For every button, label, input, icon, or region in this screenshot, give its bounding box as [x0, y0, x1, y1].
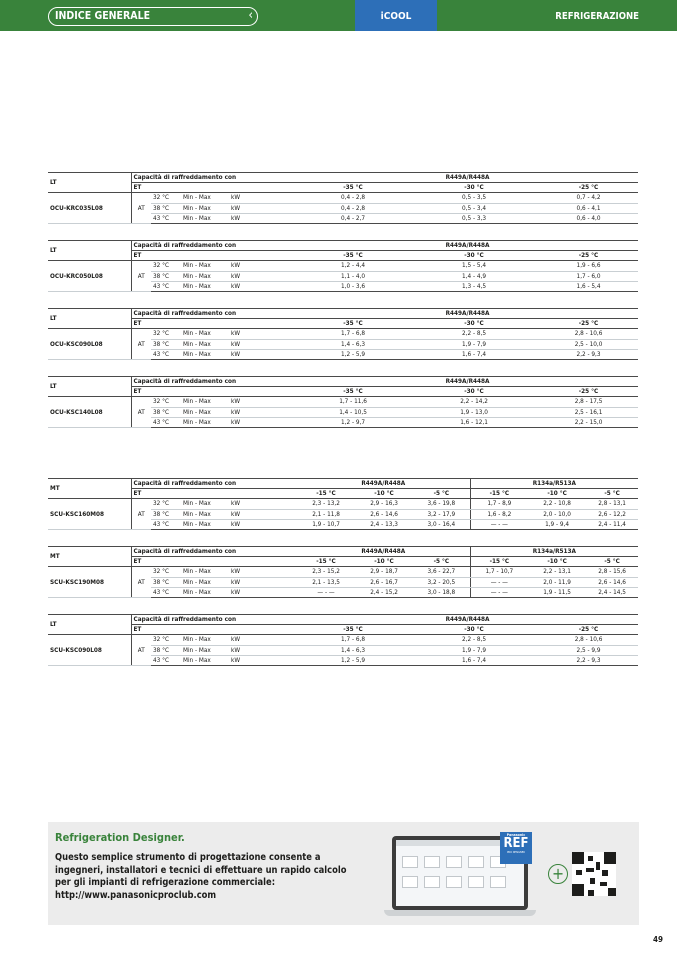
brand-tab[interactable]: iCOOL: [355, 0, 437, 31]
min-max-label: Min - Max: [181, 519, 229, 529]
capacity-value: 1,9 - 7,9: [409, 645, 539, 655]
capacity-value: 2,2 - 14,2: [409, 397, 539, 407]
capacity-value: 1,3 - 4,5: [409, 281, 539, 291]
capacity-value: 2,6 - 16,7: [355, 577, 413, 587]
ambient-temp: 43 °C: [151, 655, 181, 665]
ambient-temp: 43 °C: [151, 587, 181, 597]
designer-banner: [48, 822, 639, 925]
capacity-table: [48, 172, 638, 224]
min-max-label: Min - Max: [181, 587, 229, 597]
unit-label: kW: [229, 577, 297, 587]
table-row: [48, 329, 638, 339]
ambient-temp: 43 °C: [151, 417, 181, 427]
capacity-value: 3,6 - 22,7: [413, 567, 470, 577]
capacity-label: Capacità di raffreddamento con: [131, 479, 297, 489]
et-value: -10 °C: [528, 489, 586, 499]
et-value: -25 °C: [539, 387, 638, 397]
capacity-value: 2,8 - 10,6: [539, 635, 638, 645]
capacity-value: 2,1 - 13,5: [297, 577, 355, 587]
capacity-value: 1,1 - 4,0: [297, 271, 409, 281]
et-label: ET: [131, 625, 297, 635]
et-value: -35 °C: [297, 319, 409, 329]
ambient-temp: 43 °C: [151, 281, 181, 291]
capacity-value: 1,9 - 7,9: [409, 339, 539, 349]
capacity-value: 0,5 - 3,5: [409, 193, 539, 203]
capacity-value: 1,9 - 13,0: [409, 407, 539, 417]
capacity-label: Capacità di raffreddamento con: [131, 173, 297, 183]
model-name: OCU-KSC090L08: [48, 329, 131, 360]
capacity-value: 1,4 - 10,5: [297, 407, 409, 417]
capacity-value: 0,5 - 3,3: [409, 213, 539, 223]
et-value: -30 °C: [409, 183, 539, 193]
capacity-table: [48, 240, 638, 292]
model-name: OCU-KRC050L08: [48, 261, 131, 292]
banner-body: Questo semplice strumento di progettazione consente a ingegneri, installatori e tecnici di effettuare un rapido calcolo per gli impianti di refrigerazione commerciale: http://www.panasonicproclub.com: [55, 852, 347, 901]
capacity-value: 2,5 - 16,1: [539, 407, 638, 417]
ambient-temp: 32 °C: [151, 567, 181, 577]
min-max-label: Min - Max: [181, 203, 229, 213]
capacity-value: 3,6 - 19,8: [413, 499, 470, 509]
unit-label: kW: [229, 203, 297, 213]
index-label: INDICE GENERALE: [55, 10, 151, 22]
capacity-value: 2,8 - 13,1: [586, 499, 638, 509]
capacity-value: 2,0 - 11,9: [528, 577, 586, 587]
et-value: -30 °C: [409, 625, 539, 635]
unit-label: kW: [229, 281, 297, 291]
capacity-value: 1,4 - 4,9: [409, 271, 539, 281]
unit-label: kW: [229, 655, 297, 665]
et-value: -5 °C: [413, 489, 470, 499]
capacity-value: 2,2 - 9,3: [539, 655, 638, 665]
capacity-value: 1,2 - 4,4: [297, 261, 409, 271]
capacity-label: Capacità di raffreddamento con: [131, 309, 297, 319]
ambient-temp: 32 °C: [151, 499, 181, 509]
min-max-label: Min - Max: [181, 655, 229, 665]
capacity-value: 2,4 - 13,3: [355, 519, 413, 529]
capacity-value: 1,6 - 12,1: [409, 417, 539, 427]
capacity-value: 2,4 - 11,4: [586, 519, 638, 529]
capacity-value: 1,6 - 7,4: [409, 655, 539, 665]
capacity-table: [48, 614, 638, 666]
class-label: LT: [48, 241, 131, 261]
ambient-temp: 32 °C: [151, 635, 181, 645]
capacity-value: 1,9 - 10,7: [297, 519, 355, 529]
min-max-label: Min - Max: [181, 407, 229, 417]
capacity-value: 1,0 - 3,6: [297, 281, 409, 291]
capacity-value: 2,9 - 16,3: [355, 499, 413, 509]
capacity-value: 1,9 - 6,6: [539, 261, 638, 271]
capacity-value: 1,7 - 6,8: [297, 329, 409, 339]
et-value: -35 °C: [297, 387, 409, 397]
capacity-value: — - —: [297, 587, 355, 597]
capacity-value: 0,7 - 4,2: [539, 193, 638, 203]
class-label: LT: [48, 173, 131, 193]
table-row: [48, 499, 638, 509]
capacity-value: 2,8 - 17,5: [539, 397, 638, 407]
capacity-value: 1,4 - 6,3: [297, 339, 409, 349]
min-max-label: Min - Max: [181, 213, 229, 223]
capacity-value: 2,6 - 14,6: [586, 577, 638, 587]
refrigerant-label: R449A/R448A: [297, 615, 638, 625]
et-value: -30 °C: [409, 387, 539, 397]
capacity-value: 1,6 - 5,4: [539, 281, 638, 291]
at-label: AT: [131, 261, 151, 292]
capacity-value: 1,5 - 5,4: [409, 261, 539, 271]
ref-logo: Panasonic REF PRO DESIGNER: [500, 832, 532, 864]
capacity-value: 2,6 - 12,2: [586, 509, 638, 519]
et-value: -25 °C: [539, 319, 638, 329]
capacity-table: [48, 546, 638, 598]
capacity-value: 1,7 - 8,9: [470, 499, 528, 509]
refrigerant-label: R449A/R448A: [297, 173, 638, 183]
et-value: -25 °C: [539, 625, 638, 635]
unit-label: kW: [229, 417, 297, 427]
class-label: MT: [48, 547, 131, 567]
capacity-value: 1,7 - 10,7: [470, 567, 528, 577]
min-max-label: Min - Max: [181, 261, 229, 271]
et-value: -10 °C: [355, 489, 413, 499]
unit-label: kW: [229, 519, 297, 529]
min-max-label: Min - Max: [181, 329, 229, 339]
capacity-value: 2,8 - 15,6: [586, 567, 638, 577]
et-value: -15 °C: [470, 489, 528, 499]
min-max-label: Min - Max: [181, 339, 229, 349]
min-max-label: Min - Max: [181, 397, 229, 407]
class-label: MT: [48, 479, 131, 499]
unit-label: kW: [229, 261, 297, 271]
model-name: OCU-KSC140L08: [48, 397, 131, 428]
et-value: -15 °C: [470, 557, 528, 567]
min-max-label: Min - Max: [181, 417, 229, 427]
et-label: ET: [131, 557, 297, 567]
unit-label: kW: [229, 397, 297, 407]
table-row: [48, 261, 638, 271]
table-row: [48, 193, 638, 203]
capacity-value: 2,4 - 14,5: [586, 587, 638, 597]
unit-label: kW: [229, 407, 297, 417]
capacity-value: 0,4 - 2,7: [297, 213, 409, 223]
et-value: -35 °C: [297, 625, 409, 635]
et-label: ET: [131, 387, 297, 397]
capacity-label: Capacità di raffreddamento con: [131, 547, 297, 557]
capacity-value: 3,2 - 17,9: [413, 509, 470, 519]
unit-label: kW: [229, 339, 297, 349]
banner-title: Refrigeration Designer.: [55, 831, 185, 844]
et-value: -5 °C: [413, 557, 470, 567]
class-label: LT: [48, 615, 131, 635]
at-label: AT: [131, 329, 151, 360]
et-value: -15 °C: [297, 489, 355, 499]
refrigerant-label: R449A/R448A: [297, 547, 470, 557]
capacity-value: 2,4 - 15,2: [355, 587, 413, 597]
model-name: OCU-KRC035L08: [48, 193, 131, 224]
capacity-value: — - —: [470, 587, 528, 597]
capacity-label: Capacità di raffreddamento con: [131, 241, 297, 251]
model-name: SCU-KSC190M08: [48, 567, 131, 598]
min-max-label: Min - Max: [181, 635, 229, 645]
et-value: -5 °C: [586, 557, 638, 567]
at-label: AT: [131, 567, 151, 598]
ambient-temp: 38 °C: [151, 645, 181, 655]
capacity-value: 2,2 - 8,5: [409, 329, 539, 339]
et-label: ET: [131, 489, 297, 499]
top-bar: [0, 0, 677, 31]
capacity-value: 2,0 - 10,0: [528, 509, 586, 519]
capacity-value: 2,9 - 18,7: [355, 567, 413, 577]
capacity-value: 2,2 - 13,1: [528, 567, 586, 577]
ambient-temp: 38 °C: [151, 339, 181, 349]
et-value: -35 °C: [297, 183, 409, 193]
capacity-value: 1,4 - 6,3: [297, 645, 409, 655]
et-value: -25 °C: [539, 251, 638, 261]
capacity-value: 1,6 - 8,2: [470, 509, 528, 519]
capacity-value: 2,5 - 10,0: [539, 339, 638, 349]
capacity-value: — - —: [470, 519, 528, 529]
unit-label: kW: [229, 349, 297, 359]
capacity-value: 2,3 - 15,2: [297, 567, 355, 577]
ambient-temp: 32 °C: [151, 193, 181, 203]
unit-label: kW: [229, 509, 297, 519]
at-label: AT: [131, 397, 151, 428]
unit-label: kW: [229, 567, 297, 577]
min-max-label: Min - Max: [181, 193, 229, 203]
plus-icon: +: [548, 864, 568, 884]
ambient-temp: 32 °C: [151, 261, 181, 271]
unit-label: kW: [229, 499, 297, 509]
unit-label: kW: [229, 329, 297, 339]
capacity-value: 0,4 - 2,8: [297, 193, 409, 203]
capacity-value: 2,2 - 9,3: [539, 349, 638, 359]
capacity-value: 2,1 - 11,8: [297, 509, 355, 519]
ambient-temp: 43 °C: [151, 349, 181, 359]
min-max-label: Min - Max: [181, 577, 229, 587]
capacity-table: [48, 478, 638, 530]
et-value: -15 °C: [297, 557, 355, 567]
capacity-value: 1,7 - 11,6: [297, 397, 409, 407]
table-row: [48, 567, 638, 577]
min-max-label: Min - Max: [181, 281, 229, 291]
at-label: AT: [131, 635, 151, 666]
capacity-value: 1,2 - 9,7: [297, 417, 409, 427]
et-value: -10 °C: [355, 557, 413, 567]
refrigerant-label: R134a/R513A: [470, 547, 638, 557]
page-number: 49: [652, 935, 663, 944]
model-name: SCU-KSC090L08: [48, 635, 131, 666]
et-value: -5 °C: [586, 489, 638, 499]
ambient-temp: 32 °C: [151, 397, 181, 407]
capacity-value: 2,5 - 9,9: [539, 645, 638, 655]
table-row: [48, 635, 638, 645]
model-name: SCU-KSC160M08: [48, 499, 131, 530]
capacity-value: 1,9 - 9,4: [528, 519, 586, 529]
ambient-temp: 43 °C: [151, 213, 181, 223]
ambient-temp: 38 °C: [151, 407, 181, 417]
et-label: ET: [131, 251, 297, 261]
et-value: -25 °C: [539, 183, 638, 193]
capacity-value: 2,6 - 14,6: [355, 509, 413, 519]
capacity-value: — - —: [470, 577, 528, 587]
ambient-temp: 38 °C: [151, 509, 181, 519]
et-label: ET: [131, 319, 297, 329]
capacity-value: 3,0 - 16,4: [413, 519, 470, 529]
capacity-label: Capacità di raffreddamento con: [131, 615, 297, 625]
capacity-value: 0,6 - 4,1: [539, 203, 638, 213]
et-label: ET: [131, 183, 297, 193]
ambient-temp: 32 °C: [151, 329, 181, 339]
capacity-label: Capacità di raffreddamento con: [131, 377, 297, 387]
capacity-value: 3,2 - 20,5: [413, 577, 470, 587]
capacity-table: [48, 376, 638, 428]
refrigerant-label: R449A/R448A: [297, 309, 638, 319]
class-label: LT: [48, 309, 131, 329]
ambient-temp: 38 °C: [151, 203, 181, 213]
unit-label: kW: [229, 635, 297, 645]
capacity-value: 1,9 - 11,5: [528, 587, 586, 597]
et-value: -30 °C: [409, 251, 539, 261]
section-title: REFRIGERAZIONE: [555, 11, 639, 22]
ambient-temp: 38 °C: [151, 577, 181, 587]
unit-label: kW: [229, 587, 297, 597]
ambient-temp: 43 °C: [151, 519, 181, 529]
refrigerant-label: R449A/R448A: [297, 377, 638, 387]
unit-label: kW: [229, 193, 297, 203]
capacity-value: 2,8 - 10,6: [539, 329, 638, 339]
refrigerant-label: R449A/R448A: [297, 479, 470, 489]
class-label: LT: [48, 377, 131, 397]
ambient-temp: 38 °C: [151, 271, 181, 281]
et-value: -30 °C: [409, 319, 539, 329]
et-value: -10 °C: [528, 557, 586, 567]
at-label: AT: [131, 499, 151, 530]
unit-label: kW: [229, 213, 297, 223]
capacity-value: 3,0 - 18,8: [413, 587, 470, 597]
index-button[interactable]: [48, 7, 258, 26]
unit-label: kW: [229, 645, 297, 655]
min-max-label: Min - Max: [181, 499, 229, 509]
et-value: -35 °C: [297, 251, 409, 261]
capacity-value: 2,3 - 13,2: [297, 499, 355, 509]
capacity-value: 1,7 - 6,8: [297, 635, 409, 645]
min-max-label: Min - Max: [181, 349, 229, 359]
capacity-value: 2,2 - 10,8: [528, 499, 586, 509]
capacity-value: 0,4 - 2,8: [297, 203, 409, 213]
capacity-value: 1,6 - 7,4: [409, 349, 539, 359]
at-label: AT: [131, 193, 151, 224]
capacity-value: 1,2 - 5,9: [297, 349, 409, 359]
table-row: [48, 397, 638, 407]
min-max-label: Min - Max: [181, 645, 229, 655]
capacity-value: 1,2 - 5,9: [297, 655, 409, 665]
capacity-value: 0,6 - 4,0: [539, 213, 638, 223]
capacity-value: 0,5 - 3,4: [409, 203, 539, 213]
capacity-value: 1,7 - 6,0: [539, 271, 638, 281]
min-max-label: Min - Max: [181, 509, 229, 519]
refrigerant-label: R449A/R448A: [297, 241, 638, 251]
qr-code[interactable]: [572, 852, 616, 896]
min-max-label: Min - Max: [181, 567, 229, 577]
min-max-label: Min - Max: [181, 271, 229, 281]
capacity-table: [48, 308, 638, 360]
capacity-value: 2,2 - 15,0: [539, 417, 638, 427]
refrigerant-label: R134a/R513A: [470, 479, 638, 489]
chevron-left-icon: ‹: [248, 8, 253, 23]
unit-label: kW: [229, 271, 297, 281]
capacity-value: 2,2 - 8,5: [409, 635, 539, 645]
